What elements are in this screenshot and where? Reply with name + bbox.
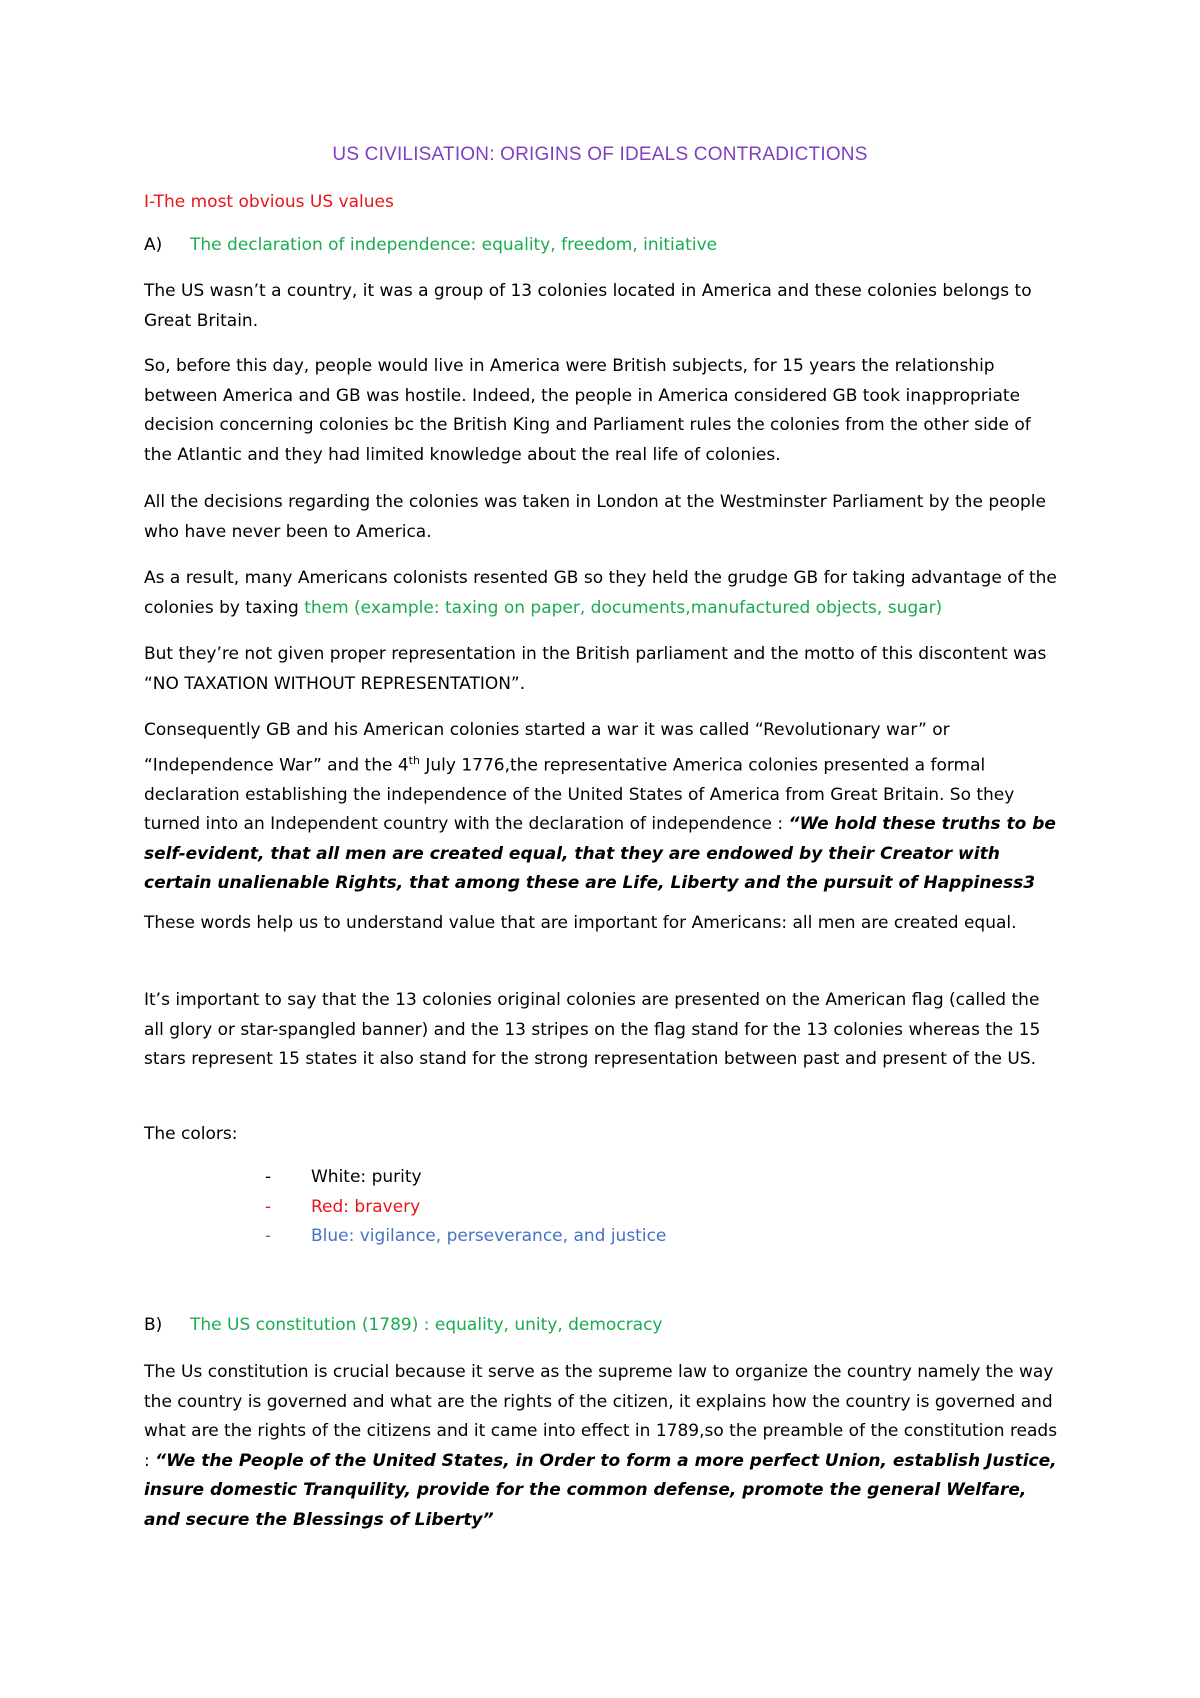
paragraph-3: All the decisions regarding the colonies was taken in London at the Westminster Parliament by the people who have never been to America. (144, 492, 1046, 542)
list-item-text: Blue: vigilance, perseverance, and justice (311, 1226, 667, 1246)
list-dash: - (265, 1197, 272, 1217)
paragraph-5: But they’re not given proper representation in the British parliament and the motto of this discontent was “NO TAXATION WITHOUT REPRESENTATION”. (144, 644, 1047, 694)
subheading-a (144, 231, 1064, 261)
paragraph-1: The US wasn’t a country, it was a group of 13 colonies located in America and these colonies belongs to Great Britain. (144, 281, 1032, 331)
page-title: US CIVILISATION: ORIGINS OF IDEALS CONTRADICTIONS (332, 144, 868, 165)
list-item-text: Red: bravery (311, 1197, 421, 1217)
list-dash: - (265, 1167, 272, 1187)
list-item-white (265, 1163, 422, 1193)
list-item-red (265, 1193, 420, 1223)
declaration-quote: “We hold these truths to be self-evident, that all men are created equal, that they are endowed by their Creator with certain unalienable Rights, that among these are Life, Liberty and the pursuit of Happiness3 (144, 814, 1056, 894)
paragraph-8: It’s important to say that the 13 colonies original colonies are presented on the American flag (called the all glory or star-spangled banner) and the 13 stripes on the flag stand for the 13 colonies whereas the 15 stars represent 15 states it also stand for the strong representation between past and present of the US. (144, 990, 1041, 1069)
paragraph-9 (144, 1358, 1064, 1535)
paragraph-7: These words help us to understand value that are important for Americans: all men are created equal. (144, 913, 1017, 933)
paragraph-6-text-b: July 1776,the representative America colonies presented a formal declaration establishing the independence of the United States of America from Great Britain. So they turned into an Independent country with the declaration of independence : (144, 755, 1015, 835)
subheading-b-letter: B) (144, 1315, 163, 1335)
paragraph-6 (144, 716, 1064, 899)
paragraph-9-text: The Us constitution is crucial because it serve as the supreme law to organize the country namely the way the country is governed and what are the rights of the citizen, it explains how the country is governed and what are the rights of the citizens and it came into effect in 1789,so the preamble of the constitution reads : (144, 1362, 1058, 1471)
subheading-b (144, 1311, 1064, 1341)
paragraph-4 (144, 564, 1064, 623)
list-item-blue (265, 1222, 666, 1252)
subheading-b-text: The US constitution (1789) : equality, unity, democracy (190, 1315, 663, 1335)
paragraph-4-example: them (example: taxing on paper, documents,manufactured objects, sugar) (304, 597, 943, 618)
subheading-a-text: The declaration of independence: equality, freedom, initiative (190, 235, 718, 255)
paragraph-6-text-a: Consequently GB and his American colonies started a war it was called “Revolutionary war” or “Independence War” and the 4 (144, 720, 950, 776)
paragraph-4-text: As a result, many Americans colonists resented GB so they held the grudge GB for taking advantage of the colonies by taxing (144, 568, 1057, 618)
section-heading: I-The most obvious US values (144, 192, 394, 212)
subheading-a-letter: A) (144, 235, 163, 255)
preamble-quote: “We the People of the United States, in Order to form a more perfect Union, establish Justice, insure domestic Tranquility, provide for the common defense, promote the general Welfare, and secure the Blessings of Liberty” (144, 1450, 1057, 1530)
list-item-text: White: purity (311, 1167, 422, 1187)
list-dash: - (265, 1226, 272, 1246)
paragraph-2: So, before this day, people would live in America were British subjects, for 15 years the relationship between America and GB was hostile. Indeed, the people in America considered GB took inappropriate decision concerning colonies bc the British King and Parliament rules the colonies from the other side of the Atlantic and they had limited knowledge about the real life of colonies. (144, 356, 1031, 465)
superscript: th (408, 753, 420, 767)
colors-label: The colors: (144, 1124, 238, 1144)
